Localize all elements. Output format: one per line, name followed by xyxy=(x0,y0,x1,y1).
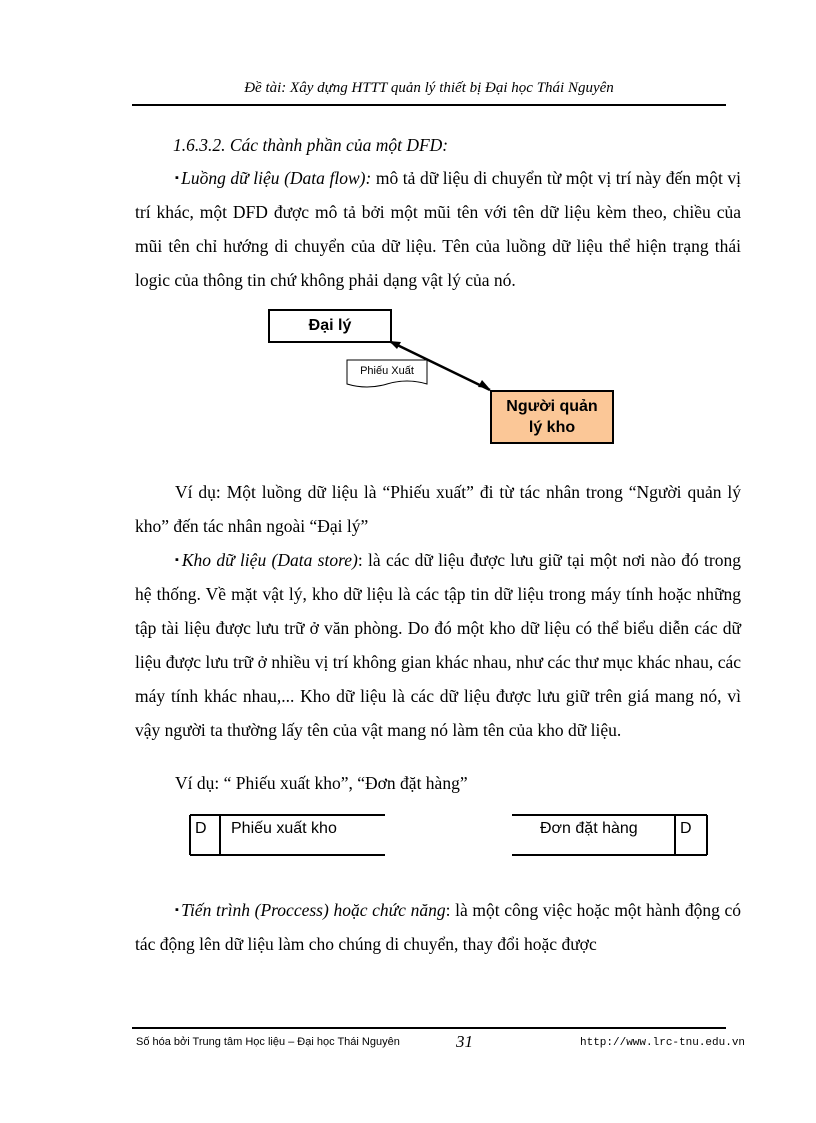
store-2-id: D xyxy=(680,820,692,837)
process-paragraph xyxy=(135,893,741,961)
data-store-description: : là các dữ liệu được lưu giữ tại một nơi nào đó trong hệ thống. Về mặt vật lý, kho dữ liệu là các tập tin dữ liệu trong máy tính hoặc những tập tài liệu được lưu trữ ở văn phòng. Do đó một kho dữ liệu có thể biểu diễn các dữ liệu được lưu trữ ở nhiều vị trí không gian khác nhau, như các thư mục khác nhau, các máy tính khác nhau,... Kho dữ liệu là các dữ liệu được lưu giữ trên giá mang nó, vì vậy người ta thường lấy tên của vật mang nó làm tên của kho dữ liệu. xyxy=(135,550,741,740)
footer-divider xyxy=(132,1027,726,1029)
process-term: Tiến trình (Proccess) hoặc chức năng xyxy=(181,900,446,920)
page-number: 31 xyxy=(456,1032,473,1051)
footer-source: Số hóa bởi Trung tâm Học liệu – Đại học Thái Nguyên xyxy=(136,1036,400,1048)
store-1-id: D xyxy=(195,820,207,837)
store-2-name: Đơn đặt hàng xyxy=(540,820,638,837)
example-1-paragraph: Ví dụ: Một luồng dữ liệu là “Phiếu xuất” đi từ tác nhân trong “Người quản lý kho” đến tác nhân ngoài “Đại lý” xyxy=(135,482,741,536)
data-flow-term: Luồng dữ liệu (Data flow): xyxy=(181,168,372,188)
page-header: Đề tài: Xây dựng HTTT quản lý thiết bị Đại học Thái Nguyên xyxy=(244,80,614,96)
bullet-icon: ▪ xyxy=(175,172,180,184)
entity-label-line1: Người quản xyxy=(506,398,598,415)
example-2-paragraph: Ví dụ: “ Phiếu xuất kho”, “Đơn đặt hàng” xyxy=(175,773,468,793)
entity-label-line2: lý kho xyxy=(528,419,576,436)
footer-url: http://www.lrc-tnu.edu.vn xyxy=(580,1037,746,1049)
process-description: : là một công việc hoặc một hành động có tác động lên dữ liệu làm cho chúng di chuyển, thay đổi hoặc được xyxy=(135,900,741,954)
store-1-name: Phiếu xuất kho xyxy=(231,820,337,837)
bullet-icon: ▪ xyxy=(175,904,180,916)
data-flow-description: mô tả dữ liệu di chuyển từ một vị trí này đến một vị trí khác, một DFD được mô tả bởi một mũi tên với tên dữ liệu kèm theo, chiều của mũi tên chỉ hướng di chuyển của dữ liệu. Tên của luồng dữ liệu thể hiện trạng thái logic của thông tin chứ không phải dạng vật lý của nó. xyxy=(135,168,741,290)
entity-dai-ly: Đại lý xyxy=(268,309,392,343)
bullet-icon: ▪ xyxy=(175,554,180,566)
section-heading: 1.6.3.2. Các thành phần của một DFD: xyxy=(173,135,449,155)
flow-label-phieu-xuat: Phiếu Xuất xyxy=(360,365,414,377)
data-store-term: Kho dữ liệu (Data store) xyxy=(181,550,358,570)
